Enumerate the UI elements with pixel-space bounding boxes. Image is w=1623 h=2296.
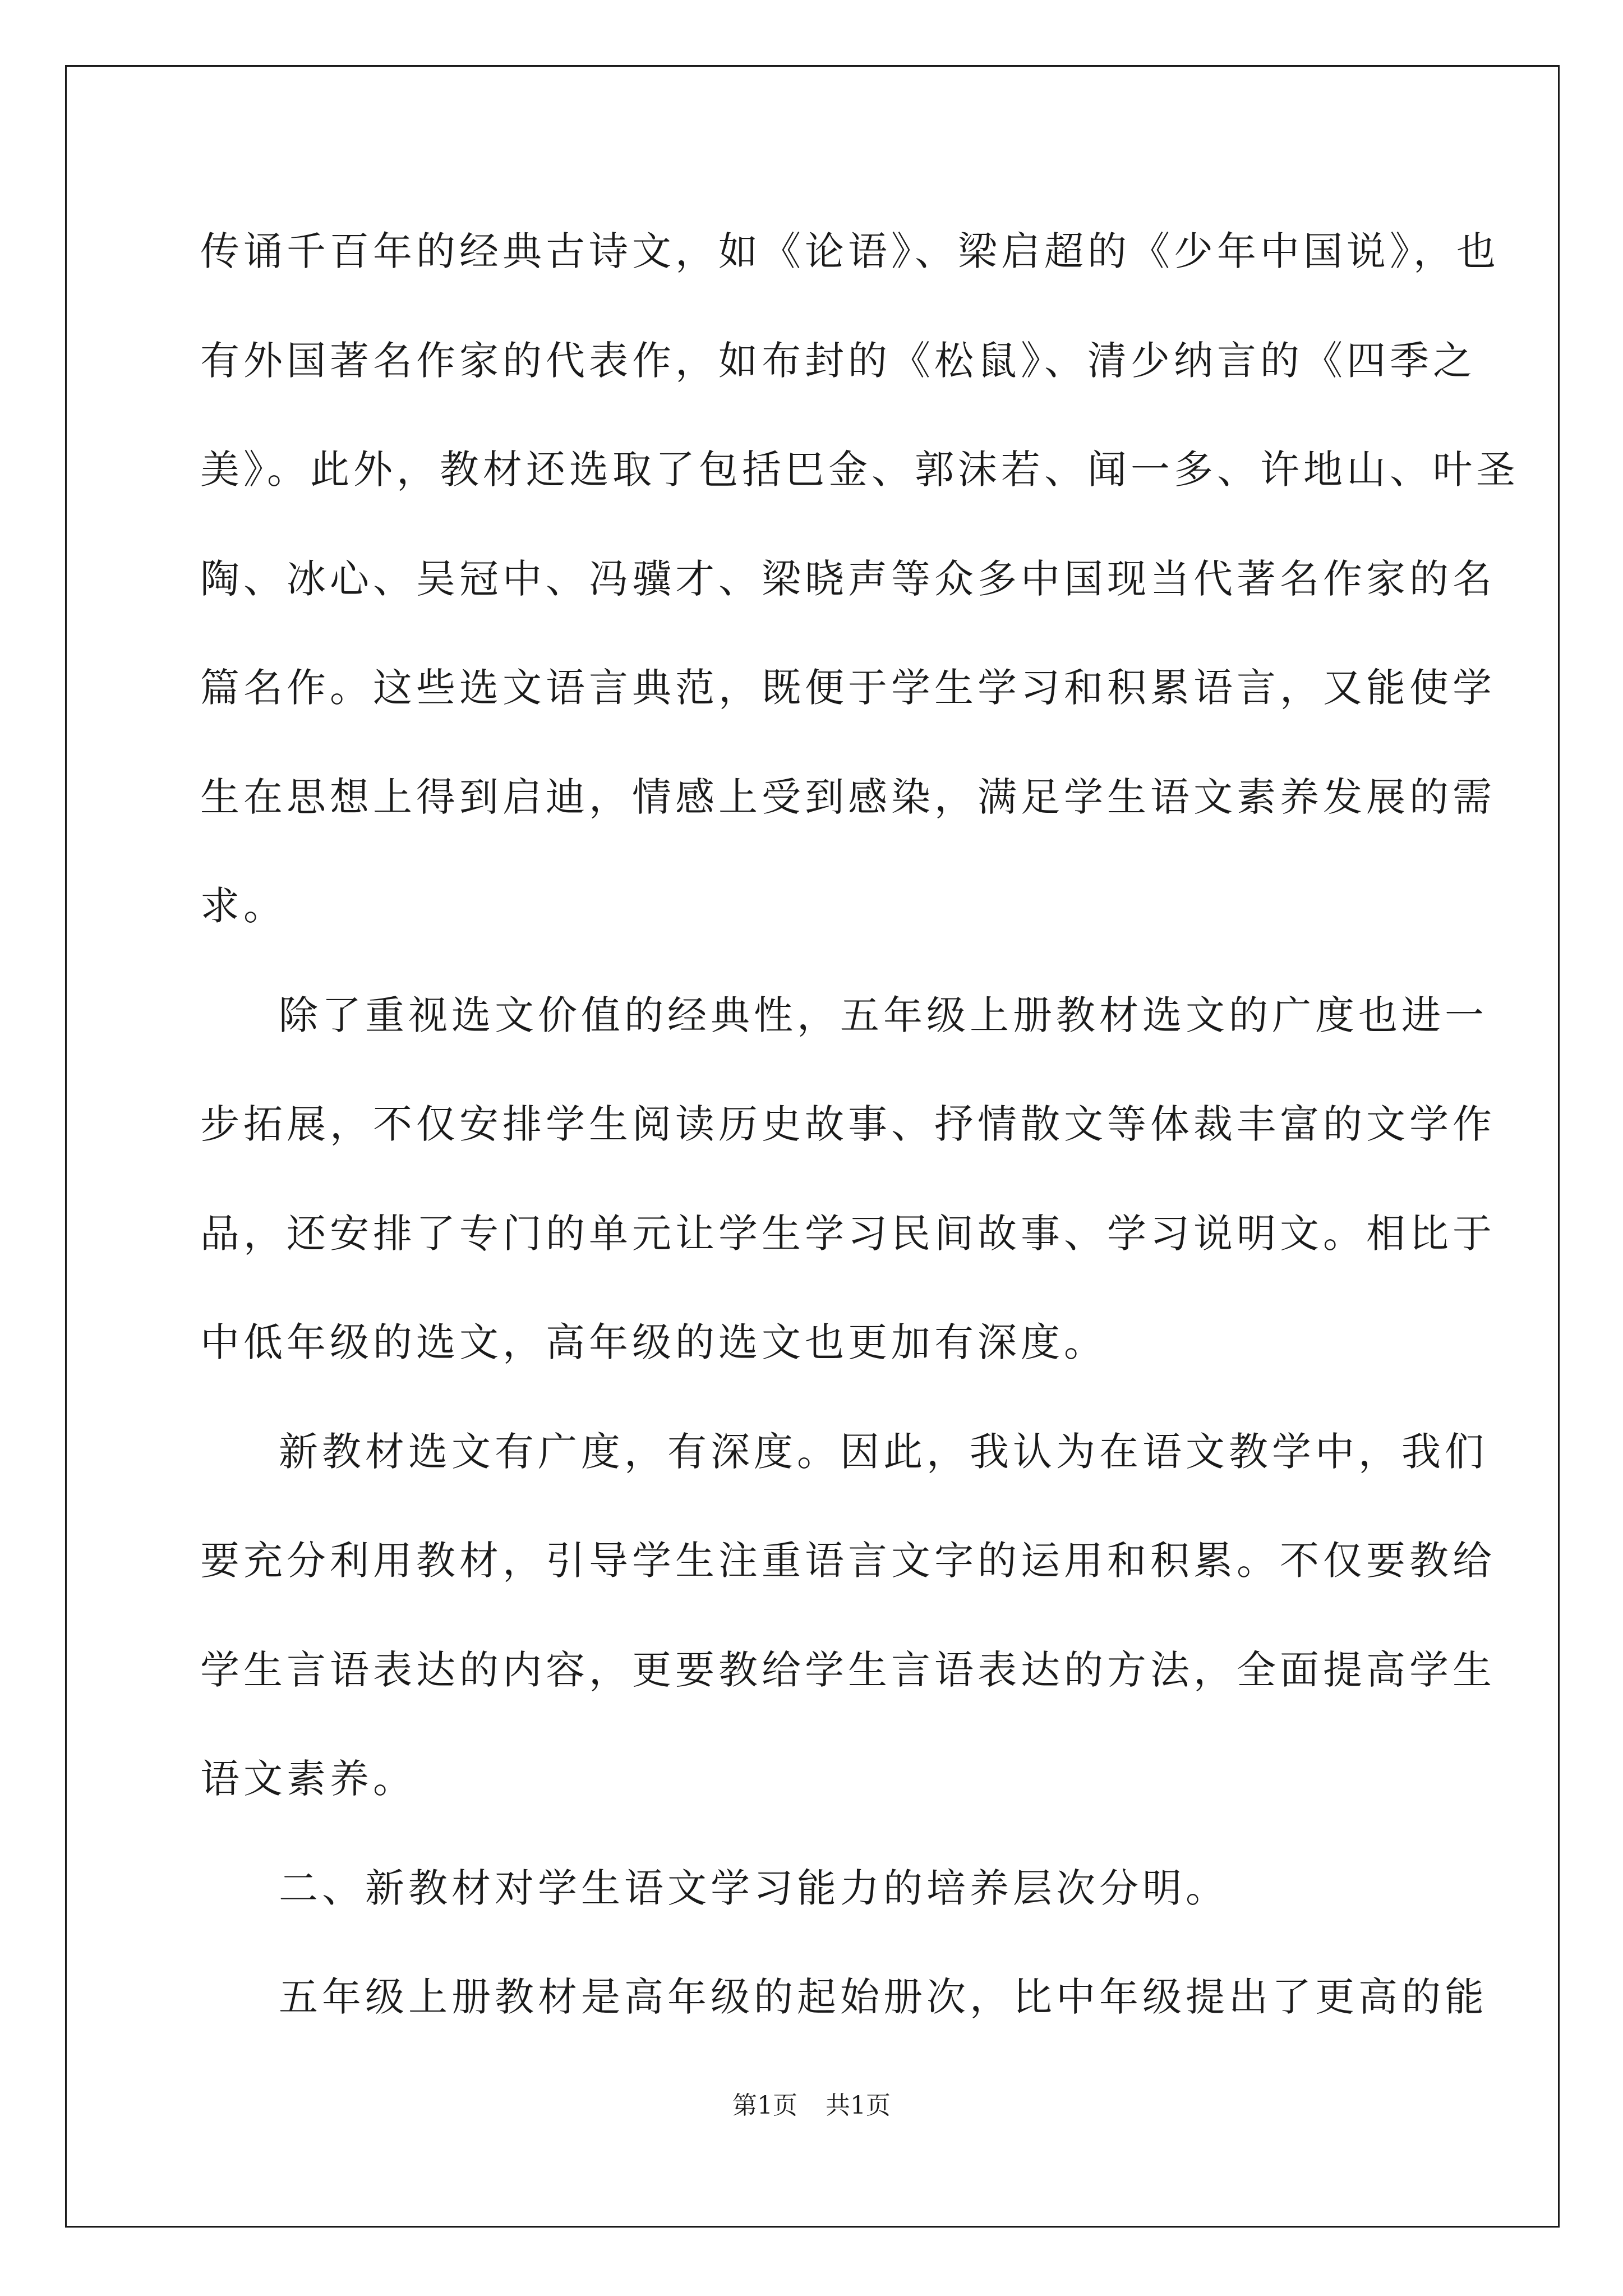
- page-number: 第1页: [732, 2091, 797, 2120]
- text-line: 生在思想上得到启迪，情感上受到感染，满足学生语文素养发展的需: [200, 774, 1496, 820]
- text-line: 二、新教材对学生语文学习能力的培养层次分明。: [279, 1865, 1229, 1911]
- text-line: 陶、冰心、吴冠中、冯骥才、梁晓声等众多中国现当代著名作家的名: [200, 556, 1496, 602]
- page-total: 共1页: [826, 2091, 891, 2120]
- text-line: 美》。此外，教材还选取了包括巴金、郭沫若、闻一多、许地山、叶圣: [200, 447, 1519, 493]
- text-line: 语文素养。: [200, 1756, 416, 1802]
- text-line: 传诵千百年的经典古诗文，如《论语》、梁启超的《少年中国说》，也: [200, 228, 1500, 274]
- text-line: 五年级上册教材是高年级的起始册次，比中年级提出了更高的能: [279, 1974, 1488, 2020]
- text-line: 篇名作。这些选文语言典范，既便于学生学习和积累语言，又能使学: [200, 665, 1496, 711]
- text-line: 有外国著名作家的代表作，如布封的《松鼠》、清少纳言的《四季之: [200, 338, 1476, 384]
- page-footer: [0, 2085, 1623, 2121]
- text-line: 品，还安排了专门的单元让学生学习民间故事、学习说明文。相比于: [200, 1211, 1496, 1257]
- text-line: 求。: [200, 883, 287, 929]
- text-line: 新教材选文有广度，有深度。因此，我认为在语文教学中，我们: [279, 1429, 1488, 1475]
- text-line: 学生言语表达的内容，更要教给学生言语表达的方法，全面提高学生: [200, 1647, 1496, 1693]
- text-line: 除了重视选文价值的经典性，五年级上册教材选文的广度也进一: [279, 992, 1488, 1038]
- text-line: 中低年级的选文，高年级的选文也更加有深度。: [200, 1319, 1107, 1365]
- text-line: 要充分利用教材，引导学生注重语言文字的运用和积累。不仅要教给: [200, 1538, 1496, 1584]
- text-line: 步拓展，不仅安排学生阅读历史故事、抒情散文等体裁丰富的文学作: [200, 1101, 1496, 1147]
